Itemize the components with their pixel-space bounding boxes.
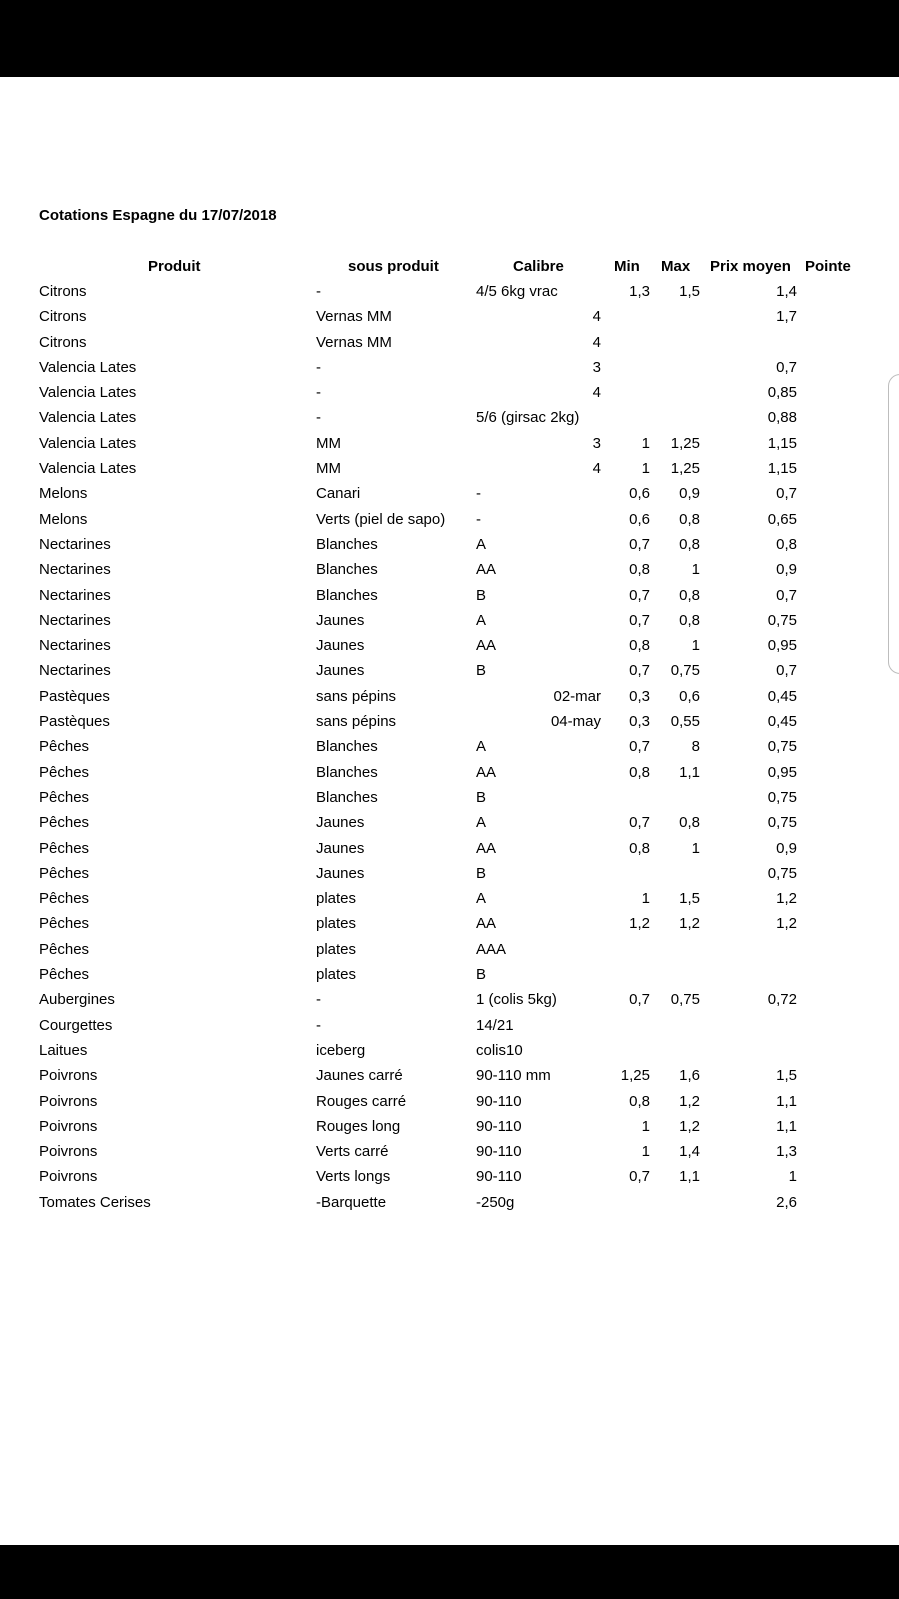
cell-produit: Citrons (39, 308, 87, 326)
cell-max: 1 (691, 561, 700, 579)
table-row (0, 965, 899, 990)
cell-calibre-number: 04-may (550, 713, 601, 731)
table-row (0, 383, 899, 408)
table-row (0, 1066, 899, 1091)
table-row (0, 282, 899, 307)
cell-prix-moyen: 0,75 (767, 814, 797, 832)
cell-calibre: B (476, 586, 487, 604)
cell-calibre: -250g (476, 1193, 515, 1211)
table-row (0, 358, 899, 383)
cell-calibre: 4/5 6kg vrac (476, 283, 558, 300)
cell-max: 0,6 (679, 687, 700, 705)
cell-prix-moyen: 0,75 (767, 738, 797, 756)
cell-calibre: - (476, 485, 481, 503)
cell-min: 1 (641, 460, 650, 478)
cell-prix-moyen: 0,75 (767, 611, 797, 629)
cell-sous-produit: Jaunes (316, 864, 365, 882)
cell-calibre-number: 3 (592, 434, 601, 452)
cell-max: 1,2 (679, 1092, 700, 1110)
table-row (0, 1167, 899, 1192)
cell-min: 0,8 (629, 839, 650, 857)
cell-min: 1,2 (629, 915, 650, 933)
cell-max: 0,8 (679, 586, 700, 604)
cell-sous-produit: Blanches (316, 586, 378, 604)
header-pointe: Pointe (805, 258, 851, 275)
cell-min: 1,3 (629, 283, 650, 300)
cell-max: 1 (691, 839, 700, 857)
cell-prix-moyen: 1,15 (767, 460, 797, 478)
cell-calibre: A (476, 611, 487, 629)
table-row (0, 333, 899, 358)
cell-calibre: AA (476, 763, 497, 781)
table-row (0, 535, 899, 560)
cell-produit: Nectarines (39, 662, 111, 680)
cell-calibre: AA (476, 915, 497, 933)
cell-max: 0,55 (670, 713, 700, 731)
cell-produit: Melons (39, 485, 88, 503)
cell-sous-produit: -Barquette (316, 1193, 387, 1211)
cell-produit: Nectarines (39, 535, 111, 553)
cell-calibre: AA (476, 561, 497, 579)
cell-sous-produit: sans pépins (316, 687, 397, 705)
cell-calibre-number: 4 (592, 384, 601, 402)
cell-produit: Pêches (39, 864, 90, 882)
cell-prix-moyen: 2,6 (776, 1193, 797, 1211)
cell-max: 0,8 (679, 535, 700, 553)
cell-produit: Pêches (39, 915, 90, 933)
cell-prix-moyen: 0,95 (767, 763, 797, 781)
cell-max: 0,8 (679, 510, 700, 528)
cell-prix-moyen: 0,7 (776, 586, 797, 604)
cell-calibre: 90-110 (476, 1117, 522, 1135)
header-sous-produit: sous produit (348, 258, 439, 275)
cell-calibre: A (476, 535, 487, 553)
cell-max: 1,5 (679, 283, 700, 300)
table-row (0, 1193, 899, 1218)
table-row (0, 586, 899, 611)
table-row (0, 813, 899, 838)
cell-calibre: B (476, 788, 487, 806)
cell-calibre: A (476, 738, 487, 756)
cell-calibre: - (476, 510, 481, 528)
header-prix-moyen: Prix moyen (710, 258, 791, 275)
table-row (0, 636, 899, 661)
cell-calibre: B (476, 966, 487, 984)
cell-prix-moyen: 0,75 (767, 864, 797, 882)
cell-min: 0,7 (629, 738, 650, 756)
table-row (0, 611, 899, 636)
cell-max: 0,75 (670, 662, 700, 680)
cell-produit: Poivrons (39, 1143, 98, 1161)
table-row (0, 712, 899, 737)
cell-calibre: colis10 (476, 1041, 523, 1059)
cell-min: 1 (641, 1117, 650, 1135)
cell-min: 0,3 (629, 713, 650, 731)
cell-prix-moyen: 1,4 (776, 283, 797, 300)
cell-min: 0,7 (629, 586, 650, 604)
cell-max: 1,5 (679, 890, 700, 908)
cell-produit: Pêches (39, 814, 90, 832)
cell-sous-produit: Blanches (316, 561, 378, 579)
cell-prix-moyen: 0,7 (776, 358, 797, 376)
cell-calibre: B (476, 864, 487, 882)
cell-min: 0,6 (629, 485, 650, 503)
cell-produit: Valencia Lates (39, 434, 137, 452)
table-row (0, 510, 899, 535)
cell-prix-moyen: 1,2 (776, 915, 797, 933)
cell-produit: Poivrons (39, 1168, 98, 1186)
cell-calibre: 5/6 (girsac 2kg) (476, 409, 580, 427)
price-table-body (0, 282, 899, 1218)
cell-sous-produit: Verts (piel de sapo) (316, 510, 446, 528)
cell-produit: Citrons (39, 283, 87, 300)
cell-prix-moyen: 0,65 (767, 510, 797, 528)
cell-sous-produit: Blanches (316, 535, 378, 553)
cell-calibre: 90-110 (476, 1168, 522, 1186)
cell-min: 0,7 (629, 991, 650, 1009)
cell-min: 1,25 (620, 1067, 650, 1085)
cell-calibre: 90-110 (476, 1143, 522, 1161)
header-max: Max (661, 258, 691, 275)
cell-sous-produit: Jaunes (316, 637, 365, 655)
cell-sous-produit: Canari (316, 485, 361, 503)
cell-calibre-number: 4 (592, 308, 601, 326)
table-row (0, 1117, 899, 1142)
cell-sous-produit: MM (316, 434, 341, 452)
cell-prix-moyen: 0,72 (767, 991, 797, 1009)
cell-sous-produit: - (316, 283, 321, 300)
cell-max: 0,75 (670, 991, 700, 1009)
cell-produit: Pastèques (39, 687, 110, 705)
cell-min: 0,8 (629, 637, 650, 655)
cell-produit: Aubergines (39, 991, 115, 1009)
table-row (0, 408, 899, 433)
table-row (0, 914, 899, 939)
cell-produit: Pêches (39, 890, 90, 908)
table-row (0, 1142, 899, 1167)
cell-prix-moyen: 0,7 (776, 485, 797, 503)
cell-max: 1,25 (670, 460, 700, 478)
cell-produit: Valencia Lates (39, 409, 137, 427)
cell-sous-produit: Rouges carré (316, 1092, 407, 1110)
cell-sous-produit: Verts longs (316, 1168, 391, 1186)
cell-calibre: AAA (476, 940, 507, 958)
cell-prix-moyen: 1,2 (776, 890, 797, 908)
cell-produit: Valencia Lates (39, 460, 137, 478)
cell-sous-produit: - (316, 358, 321, 376)
cell-prix-moyen: 0,45 (767, 713, 797, 731)
cell-min: 0,7 (629, 611, 650, 629)
table-row (0, 560, 899, 585)
cell-sous-produit: Blanches (316, 788, 378, 806)
cell-produit: Tomates Cerises (39, 1193, 151, 1211)
cell-sous-produit: - (316, 991, 321, 1009)
header-min: Min (614, 258, 640, 275)
cell-prix-moyen: 1,3 (776, 1143, 797, 1161)
cell-max: 0,8 (679, 814, 700, 832)
cell-min: 0,7 (629, 535, 650, 553)
cell-calibre: 90-110 mm (476, 1067, 551, 1085)
cell-prix-moyen: 0,95 (767, 637, 797, 655)
cell-produit: Valencia Lates (39, 358, 137, 376)
table-row (0, 889, 899, 914)
cell-max: 1,6 (679, 1067, 700, 1085)
table-row (0, 788, 899, 813)
cell-sous-produit: plates (316, 915, 357, 933)
cell-max: 1,4 (679, 1143, 700, 1161)
cell-calibre: A (476, 890, 487, 908)
cell-prix-moyen: 0,8 (776, 535, 797, 553)
table-row (0, 1016, 899, 1041)
cell-produit: Pêches (39, 966, 90, 984)
cell-min: 0,7 (629, 1168, 650, 1186)
cell-calibre: 90-110 (476, 1092, 522, 1110)
table-row (0, 1041, 899, 1066)
scroll-handle[interactable] (888, 374, 899, 674)
cell-produit: Poivrons (39, 1067, 98, 1085)
cell-sous-produit: Blanches (316, 763, 378, 781)
cell-prix-moyen: 1,7 (776, 308, 797, 326)
cell-produit: Pêches (39, 738, 90, 756)
cell-max: 1 (691, 637, 700, 655)
bottom-black-bar (0, 1545, 899, 1599)
cell-max: 1,2 (679, 915, 700, 933)
cell-produit: Pêches (39, 763, 90, 781)
cell-calibre: 1 (colis 5kg) (476, 991, 557, 1009)
cell-min: 0,8 (629, 1092, 650, 1110)
table-row (0, 434, 899, 459)
cell-min: 0,8 (629, 763, 650, 781)
cell-calibre: A (476, 814, 487, 832)
cell-sous-produit: Jaunes (316, 611, 365, 629)
cell-max: 1,1 (679, 763, 700, 781)
cell-calibre: 14/21 (476, 1016, 514, 1034)
cell-max: 1,2 (679, 1117, 700, 1135)
cell-produit: Nectarines (39, 586, 111, 604)
cell-sous-produit: - (316, 409, 321, 427)
top-black-bar (0, 0, 899, 77)
cell-calibre-number: 3 (592, 358, 601, 376)
cell-produit: Nectarines (39, 611, 111, 629)
table-row (0, 763, 899, 788)
table-row (0, 864, 899, 889)
cell-max: 8 (691, 738, 700, 756)
cell-calibre: AA (476, 637, 497, 655)
cell-min: 1 (641, 890, 650, 908)
cell-prix-moyen: 0,88 (767, 409, 797, 427)
cell-calibre: AA (476, 839, 497, 857)
cell-max: 0,9 (679, 485, 700, 503)
cell-calibre-number: 4 (592, 333, 601, 351)
cell-sous-produit: Vernas MM (316, 333, 392, 351)
cell-min: 0,6 (629, 510, 650, 528)
header-calibre: Calibre (513, 258, 564, 275)
cell-produit: Pêches (39, 788, 90, 806)
cell-min: 0,7 (629, 662, 650, 680)
cell-produit: Pêches (39, 839, 90, 857)
cell-calibre-number: 02-mar (553, 687, 601, 705)
cell-min: 0,3 (629, 687, 650, 705)
cell-produit: Pêches (39, 940, 90, 958)
cell-min: 1 (641, 1143, 650, 1161)
table-row (0, 484, 899, 509)
cell-produit: Poivrons (39, 1092, 98, 1110)
cell-sous-produit: iceberg (316, 1041, 366, 1059)
table-row (0, 839, 899, 864)
cell-sous-produit: - (316, 384, 321, 402)
table-row (0, 687, 899, 712)
cell-sous-produit: Verts carré (316, 1143, 389, 1161)
cell-prix-moyen: 0,9 (776, 561, 797, 579)
table-row (0, 990, 899, 1015)
cell-sous-produit: MM (316, 460, 341, 478)
cell-sous-produit: Jaunes (316, 839, 365, 857)
cell-sous-produit: Jaunes (316, 814, 365, 832)
cell-sous-produit: Rouges long (316, 1117, 401, 1135)
cell-calibre: B (476, 662, 487, 680)
cell-sous-produit: Jaunes (316, 662, 365, 680)
cell-prix-moyen: 1,1 (776, 1117, 797, 1135)
cell-prix-moyen: 1 (788, 1168, 797, 1186)
cell-sous-produit: Vernas MM (316, 308, 392, 326)
cell-sous-produit: - (316, 1016, 321, 1034)
table-row (0, 661, 899, 686)
cell-produit: Melons (39, 510, 88, 528)
cell-min: 0,8 (629, 561, 650, 579)
cell-min: 1 (641, 434, 650, 452)
cell-produit: Nectarines (39, 637, 111, 655)
table-row (0, 940, 899, 965)
header-produit: Produit (148, 258, 201, 275)
cell-max: 1,1 (679, 1168, 700, 1186)
table-row (0, 737, 899, 762)
cell-produit: Courgettes (39, 1016, 113, 1034)
cell-produit: Valencia Lates (39, 384, 137, 402)
cell-min: 0,7 (629, 814, 650, 832)
cell-sous-produit: Jaunes carré (316, 1067, 403, 1085)
cell-prix-moyen: 0,45 (767, 687, 797, 705)
cell-sous-produit: plates (316, 940, 357, 958)
cell-produit: Nectarines (39, 561, 111, 579)
cell-produit: Poivrons (39, 1117, 98, 1135)
cell-prix-moyen: 0,85 (767, 384, 797, 402)
cell-prix-moyen: 0,7 (776, 662, 797, 680)
cell-sous-produit: sans pépins (316, 713, 397, 731)
cell-sous-produit: plates (316, 966, 357, 984)
table-row (0, 459, 899, 484)
cell-prix-moyen: 0,75 (767, 788, 797, 806)
cell-sous-produit: plates (316, 890, 357, 908)
cell-sous-produit: Blanches (316, 738, 378, 756)
cell-prix-moyen: 1,1 (776, 1092, 797, 1110)
cell-prix-moyen: 0,9 (776, 839, 797, 857)
cell-prix-moyen: 1,5 (776, 1067, 797, 1085)
table-row (0, 307, 899, 332)
cell-produit: Citrons (39, 333, 87, 351)
document-title: Cotations Espagne du 17/07/2018 (39, 207, 277, 224)
cell-produit: Pastèques (39, 713, 110, 731)
cell-max: 1,25 (670, 434, 700, 452)
cell-calibre-number: 4 (592, 460, 601, 478)
cell-max: 0,8 (679, 611, 700, 629)
table-row (0, 1092, 899, 1117)
cell-produit: Laitues (39, 1041, 88, 1059)
cell-prix-moyen: 1,15 (767, 434, 797, 452)
